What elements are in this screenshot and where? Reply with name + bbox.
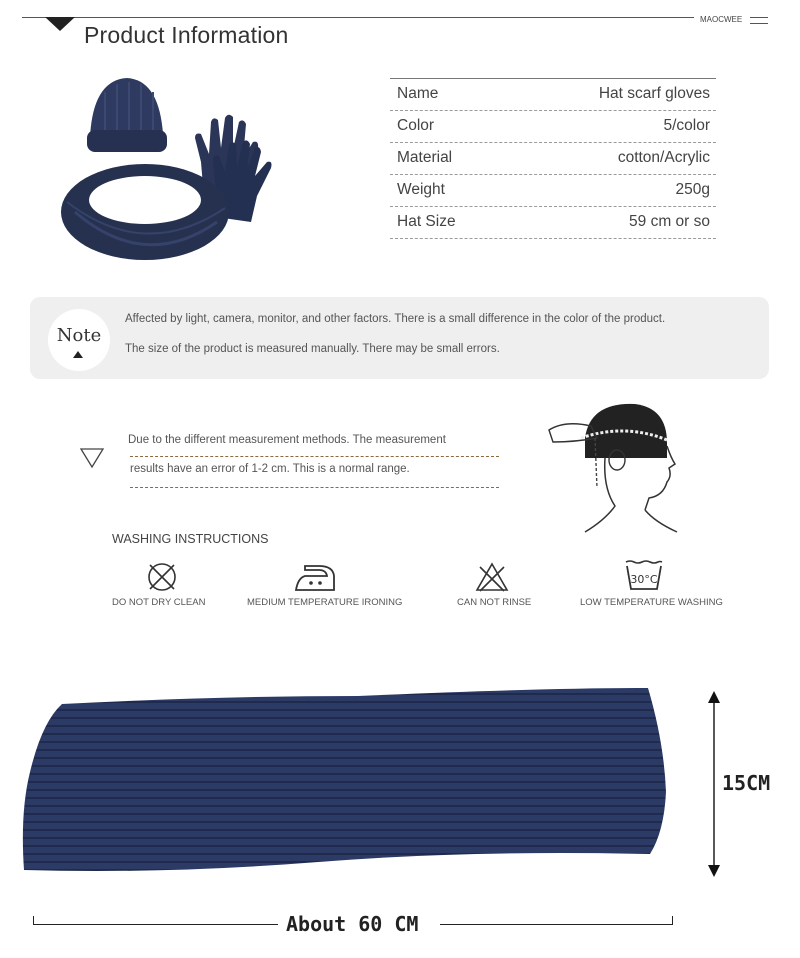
- head-measurement-illustration: [545, 398, 690, 538]
- spec-value: 250g: [675, 181, 710, 198]
- page-title: Product Information: [84, 22, 289, 48]
- spec-row: [390, 143, 716, 175]
- height-label: 15CM: [722, 771, 771, 795]
- header-rule-right-b: [750, 23, 768, 24]
- down-triangle-icon: [79, 447, 105, 469]
- scarf-icon: [61, 164, 229, 260]
- length-tick-left: [33, 916, 34, 925]
- spec-row: [390, 111, 716, 143]
- header-rule-left: [22, 17, 694, 18]
- spec-row: [390, 175, 716, 207]
- measurement-divider-1: [130, 456, 499, 457]
- measurement-line-2: results have an error of 1-2 cm. This is a normal range.: [130, 463, 410, 475]
- wash-30-icon: [624, 558, 664, 592]
- spec-key: Hat Size: [397, 213, 456, 230]
- spec-value: Hat scarf gloves: [598, 85, 710, 102]
- note-badge: [48, 309, 110, 371]
- height-dimension-arrow: [706, 689, 722, 879]
- header-rule-right-a: [750, 17, 768, 18]
- product-photo: [55, 62, 305, 277]
- scarf-photo: [18, 682, 668, 882]
- wash-label-dry-clean: DO NOT DRY CLEAN: [112, 597, 206, 608]
- spec-key: Color: [397, 117, 435, 134]
- spec-key: Weight: [397, 181, 445, 198]
- spec-row: [390, 78, 716, 111]
- note-box: [30, 297, 769, 379]
- wash-label-low-temp: LOW TEMPERATURE WASHING: [580, 597, 723, 608]
- length-label: About 60 CM: [286, 912, 419, 936]
- spec-value: 5/color: [663, 117, 710, 134]
- note-line-2: The size of the product is measured manually. There may be small errors.: [125, 343, 500, 355]
- measurement-line-1: Due to the different measurement methods. The measurement: [128, 434, 446, 446]
- length-rule-right: [440, 924, 673, 925]
- hat-icon: [87, 78, 167, 152]
- iron-icon: [293, 562, 337, 594]
- wash-label-ironing: MEDIUM TEMPERATURE IRONING: [247, 597, 403, 608]
- brand-label: MAOCWEE: [700, 15, 743, 24]
- washing-title: WASHING INSTRUCTIONS: [112, 532, 269, 546]
- measurement-divider-2: [130, 487, 499, 488]
- note-line-1: Affected by light, camera, monitor, and other factors. There is a small difference in the color of the product.: [125, 313, 666, 325]
- spec-value: 59 cm or so: [629, 213, 710, 230]
- spec-value: cotton/Acrylic: [617, 149, 710, 166]
- spec-key: Name: [397, 85, 439, 102]
- wash-temp-label: 30°C: [630, 573, 658, 586]
- length-tick-right: [672, 916, 673, 925]
- spec-row: [390, 207, 716, 239]
- wash-label-rinse: CAN NOT RINSE: [457, 597, 532, 608]
- length-rule-left: [33, 924, 278, 925]
- note-triangle-icon: [73, 351, 83, 358]
- header-arrow-icon: [45, 17, 75, 31]
- no-bleach-icon: [474, 561, 510, 593]
- note-label: Note: [56, 325, 102, 346]
- no-dry-clean-icon: [145, 560, 179, 594]
- spec-key: Material: [397, 149, 453, 166]
- spec-table: [390, 78, 716, 239]
